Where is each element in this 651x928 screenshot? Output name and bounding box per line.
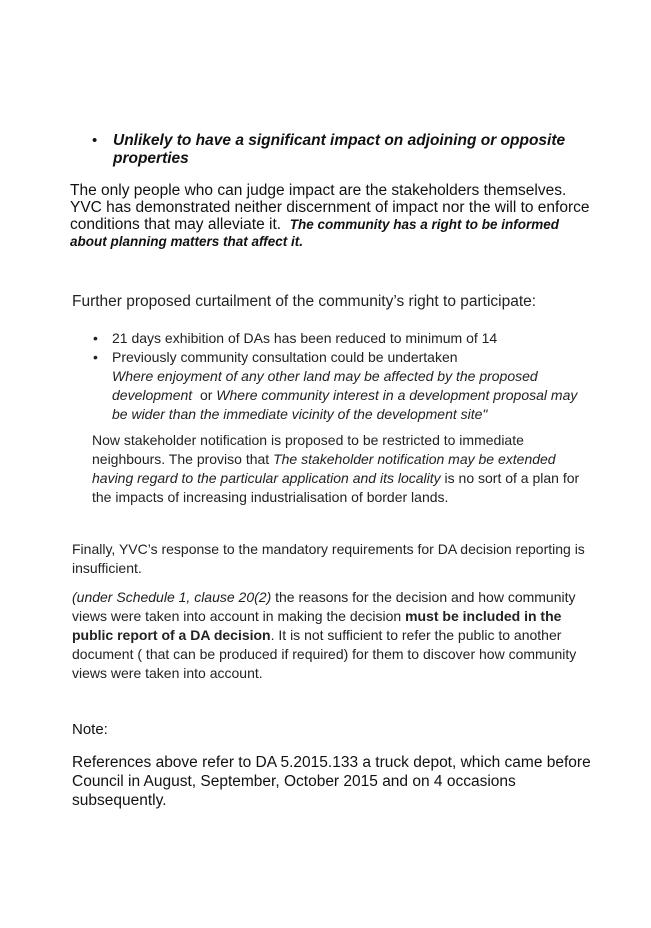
- quote-text: be wider than the immediate vicinity of the development site": [112, 406, 488, 422]
- text: the reasons for the decision and how community: [271, 589, 576, 605]
- bold-text: public report of a DA decision: [72, 627, 271, 643]
- text-line: References above refer to DA 5.2015.133 a truck depot, which came before: [72, 754, 591, 771]
- bold-text: must be included in the: [405, 608, 562, 624]
- heading-line: Unlikely to have a significant impact on adjoining or opposite: [113, 132, 566, 149]
- quote-text: Where community interest in a development proposal may: [216, 387, 578, 403]
- text-line: The only people who can judge impact are the stakeholders themselves.: [70, 182, 567, 199]
- text-line: subsequently.: [72, 792, 167, 809]
- note-heading: Note:: [72, 721, 108, 738]
- text-line: Council in August, September, October 2015 and on 4 occasions: [72, 773, 516, 790]
- text-line: YVC has demonstrated neither discernment of impact nor the will to enforce: [70, 199, 590, 216]
- paragraph-schedule: [72, 588, 576, 683]
- paragraph-finally: [72, 540, 585, 578]
- curtailment-list: [112, 329, 577, 424]
- bullet-icon: •: [93, 330, 98, 346]
- list-item: 21 days exhibition of DAs has been reduced to minimum of 14: [112, 330, 498, 346]
- quote-text: Where enjoyment of any other land may be affected by the proposed: [112, 368, 538, 384]
- text-line: conditions that may alleviate it.: [70, 216, 282, 233]
- text-line: document ( that can be produced if required) for them to discover how community: [72, 646, 577, 662]
- paragraph-notification: [92, 431, 579, 507]
- text: views were taken into account in making the decision: [72, 608, 406, 624]
- text-line: Finally, YVC’s response to the mandatory requirements for DA decision reporting is: [72, 541, 585, 557]
- quote-text: The stakeholder notification may be extended: [273, 451, 556, 467]
- text-line: Now stakeholder notification is proposed to be restricted to immediate: [92, 432, 524, 448]
- citation-text: (under Schedule 1, clause 20(2): [72, 589, 272, 605]
- text-line: insufficient.: [72, 560, 142, 576]
- heading-bullet: [113, 132, 565, 168]
- emphasis-text: about planning matters that affect it.: [70, 234, 304, 249]
- heading-line: properties: [113, 150, 189, 167]
- text-line: the impacts of increasing industrialisation of border lands.: [92, 489, 449, 505]
- paragraph-references: [72, 753, 591, 810]
- text: is no sort of a plan for: [440, 470, 580, 486]
- quote-text: development: [112, 387, 193, 403]
- text: neighbours. The proviso that: [92, 451, 274, 467]
- paragraph-impact: [70, 182, 590, 250]
- text: . It is not sufficient to refer the public to another: [270, 627, 562, 643]
- text-line: views were taken into account.: [72, 665, 263, 681]
- quote-text: having regard to the particular application and its locality: [92, 470, 441, 486]
- list-item: Previously community consultation could be undertaken: [112, 349, 458, 365]
- bullet-icon: •: [93, 349, 98, 365]
- bullet-icon: •: [92, 132, 98, 149]
- text: or: [199, 387, 213, 403]
- paragraph-curtailment: Further proposed curtailment of the community’s right to participate:: [72, 293, 537, 310]
- emphasis-text: The community has a right to be informed: [289, 217, 559, 232]
